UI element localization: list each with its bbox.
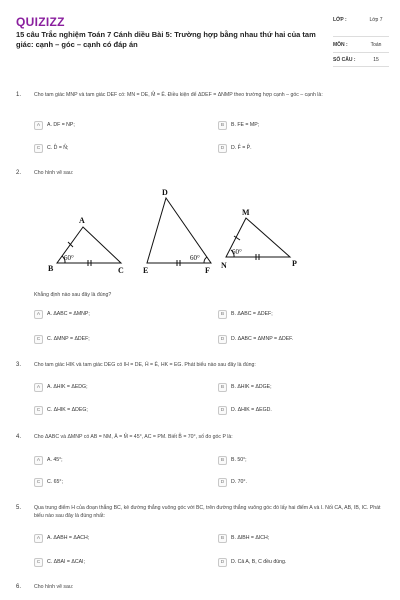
option-b[interactable]: B B. ΔABC = ΔDEF; — [218, 309, 273, 319]
question-number: 5. — [16, 505, 22, 511]
label-m: M — [242, 208, 250, 217]
question-number: 2. — [16, 170, 22, 176]
label-e: E — [143, 266, 149, 275]
option-d[interactable]: D D. Cả A, B, C đều đúng. — [218, 557, 286, 567]
option-d[interactable]: D D. 70°. — [218, 477, 247, 487]
angle-label-n: 60° — [232, 248, 242, 256]
question-text: Cho hình vẽ sau: — [34, 170, 74, 176]
question-text: Cho tam giác MNP và tam giác DEF có: MN = DE, M̂ = Ê. Điều kiện để ΔDEF = ΔNMP theo trường hợp cạnh – góc – cạnh là: — [34, 92, 323, 98]
meta-subject-value: Toán — [370, 41, 382, 48]
meta-class-label: LỚP : — [333, 17, 347, 23]
meta-count-row — [333, 53, 389, 67]
label-a: A — [79, 216, 85, 225]
option-c[interactable]: C C. D̂ = N̂; — [34, 143, 68, 153]
option-a[interactable]: A A. 45°; — [34, 455, 63, 465]
label-c: C — [118, 266, 124, 275]
meta-subject-row — [333, 37, 389, 53]
question-number: 3. — [16, 362, 22, 368]
label-b: B — [48, 264, 54, 273]
question-text: Khẳng định nào sau đây là đúng? — [34, 292, 112, 298]
meta-count-value: 15 — [373, 56, 379, 63]
option-d[interactable]: D D. ΔHIK = ΔEGD. — [218, 405, 272, 415]
angle-arc-f — [204, 257, 207, 263]
question-number: 6. — [16, 584, 22, 590]
label-f: F — [205, 266, 210, 275]
option-c[interactable]: C C. ΔMNP = ΔDEF; — [34, 334, 90, 344]
page-title: 15 câu Trắc nghiệm Toán 7 Cánh diều Bài 5: Trường hợp bằng nhau thứ hai của tam giác: cạnh – góc – cạnh có đáp án — [16, 30, 316, 49]
triangle-def — [147, 198, 211, 263]
angle-label-f: 60° — [190, 254, 200, 262]
option-d[interactable]: D D. ΔABC = ΔMNP = ΔDEF. — [218, 334, 293, 344]
question-text: Cho hình vẽ sau: — [34, 584, 74, 590]
option-a[interactable]: A A. ΔABH = ΔACH; — [34, 533, 89, 543]
angle-label-b: 60° — [64, 254, 74, 262]
option-a[interactable]: A A. DF = NP; — [34, 120, 75, 130]
option-a[interactable]: A A. ΔHIK = ΔEDG; — [34, 382, 88, 392]
quizizz-logo: QUIZIZZ — [16, 15, 65, 29]
question-number: 1. — [16, 92, 22, 98]
option-c[interactable]: C C. ΔBAI = ΔCAI; — [34, 557, 85, 567]
meta-class-row — [333, 15, 389, 37]
question-text: Cho ΔABC và ΔMNP có AB = NM, Â = M̂ = 45°, AC = PM. Biết B̂ = 70°, số đo góc P là: — [34, 434, 233, 440]
meta-class-value: Lớp 7 — [369, 17, 383, 23]
label-d: D — [162, 188, 168, 197]
option-b[interactable]: B B. ΔIBH = ΔICH; — [218, 533, 269, 543]
question-text: Qua trung điểm H của đoạn thẳng BC, kẻ đường thẳng vuông góc với BC, trên đường thẳng vuông góc đó lấy hai điểm A và I. Nối CA, AB, IB, IC. Phát biểu nào sau đây là đúng nhất: — [34, 505, 381, 519]
label-n: N — [221, 261, 227, 270]
label-p: P — [292, 259, 297, 268]
option-b[interactable]: B B. FE = MP; — [218, 120, 259, 130]
option-a[interactable]: A A. ΔABC = ΔMNP; — [34, 309, 90, 319]
option-c[interactable]: C C. ΔHIK = ΔDEG; — [34, 405, 88, 415]
option-c[interactable]: C C. 65°; — [34, 477, 63, 487]
triangles-figure — [45, 185, 315, 280]
meta-count-label: SỐ CÂU : — [333, 56, 356, 63]
question-number: 4. — [16, 434, 22, 440]
meta-box — [333, 15, 389, 67]
question-text: Cho tam giác HIK và tam giác DEG có IH = DE, Ĥ = Ê, HK = EG. Phát biểu nào sau đây là đúng: — [34, 362, 256, 368]
option-b[interactable]: B B. ΔHIK = ΔDGE; — [218, 382, 272, 392]
option-b[interactable]: B B. 50°; — [218, 455, 247, 465]
option-d[interactable]: D D. F̂ = P̂. — [218, 143, 252, 153]
meta-subject-label: MÔN : — [333, 41, 348, 48]
